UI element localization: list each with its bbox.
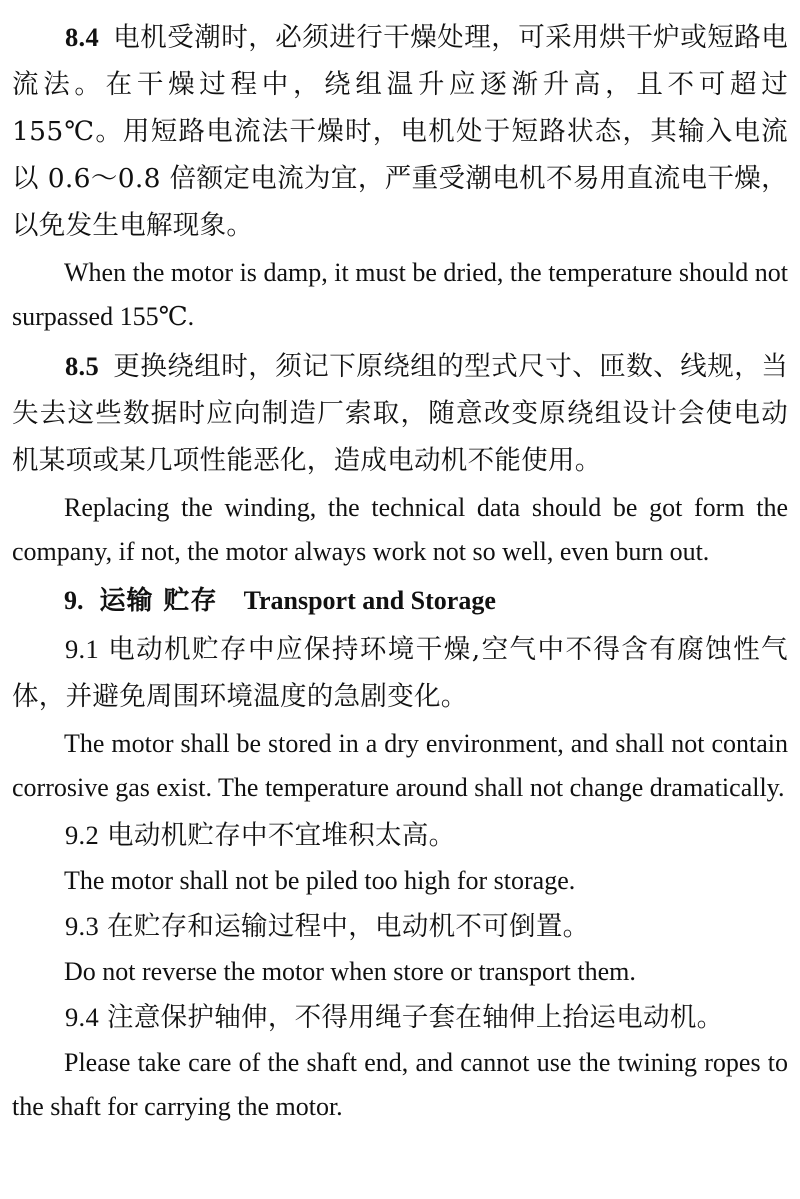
section-number-9-1: 9.1 [65,634,100,664]
paragraph-9-4-en: Please take care of the shaft end, and cannot use the twining ropes to the shaft for carrying the motor. [12,1048,788,1121]
paragraph-9-3-zh [12,903,788,950]
section-title-9-zh: 运输 贮存 [99,586,218,616]
section-text-9-4-zh: 注意保护轴伸，不得用绳子套在轴伸上抬运电动机。 [107,1002,724,1033]
paragraph-9-4-zh [12,994,788,1041]
section-title-9-en: Transport and Storage [243,586,496,615]
section-number-8-4: 8.4 [65,22,100,52]
section-number-9: 9. [64,586,84,615]
paragraph-9-1-en: The motor shall be stored in a dry environment, and shall not contain corrosive gas exist. The temperature around shall not change dramatically. [12,729,788,802]
paragraph-9-2-en: The motor shall not be piled too high for storage. [64,866,576,895]
section-number-9-3: 9.3 [65,911,100,941]
paragraph-8-4-zh [12,14,788,249]
section-text-8-5-zh: 更换绕组时，须记下原绕组的型式尺寸、匝数、线规，当失去这些数据时应向制造厂索取，随意改变原绕组设计会使电动机某项或某几项性能恶化，造成电动机不能使用。 [12,351,788,476]
section-heading-9 [12,576,788,626]
section-text-9-1-zh: 电动机贮存中应保持环境干燥,空气中不得含有腐蚀性气体，并避免周围环境温度的急剧变化。 [12,634,788,712]
paragraph-9-1-zh [12,626,788,720]
section-number-9-2: 9.2 [65,820,100,850]
paragraph-8-5-zh [12,343,788,484]
section-text-9-3-zh: 在贮存和运输过程中，电动机不可倒置。 [107,911,590,942]
section-text-9-2-zh: 电动机贮存中不宜堆积太高。 [107,820,456,851]
section-number-9-4: 9.4 [65,1002,100,1032]
paragraph-8-5-en: Replacing the winding, the technical data should be got form the company, if not, the motor always work not so well, even burn out. [12,493,788,566]
section-text-8-4-zh: 电机受潮时，必须进行干燥处理，可采用烘干炉或短路电流法。在干燥过程中，绕组温升应逐渐升高，且不可超过155℃。用短路电流法干燥时，电机处于短路状态，其输入电流以 0.6～0.8 倍额定电流为宜，严重受潮电机不易用直流电干燥，以免发生电解现象。 [12,22,788,241]
paragraph-8-4-en: When the motor is damp, it must be dried, the temperature should not surpassed 155℃. [12,258,788,331]
paragraph-9-2-zh [12,812,788,859]
section-number-8-5: 8.5 [65,351,100,381]
paragraph-9-3-en: Do not reverse the motor when store or transport them. [64,957,636,986]
